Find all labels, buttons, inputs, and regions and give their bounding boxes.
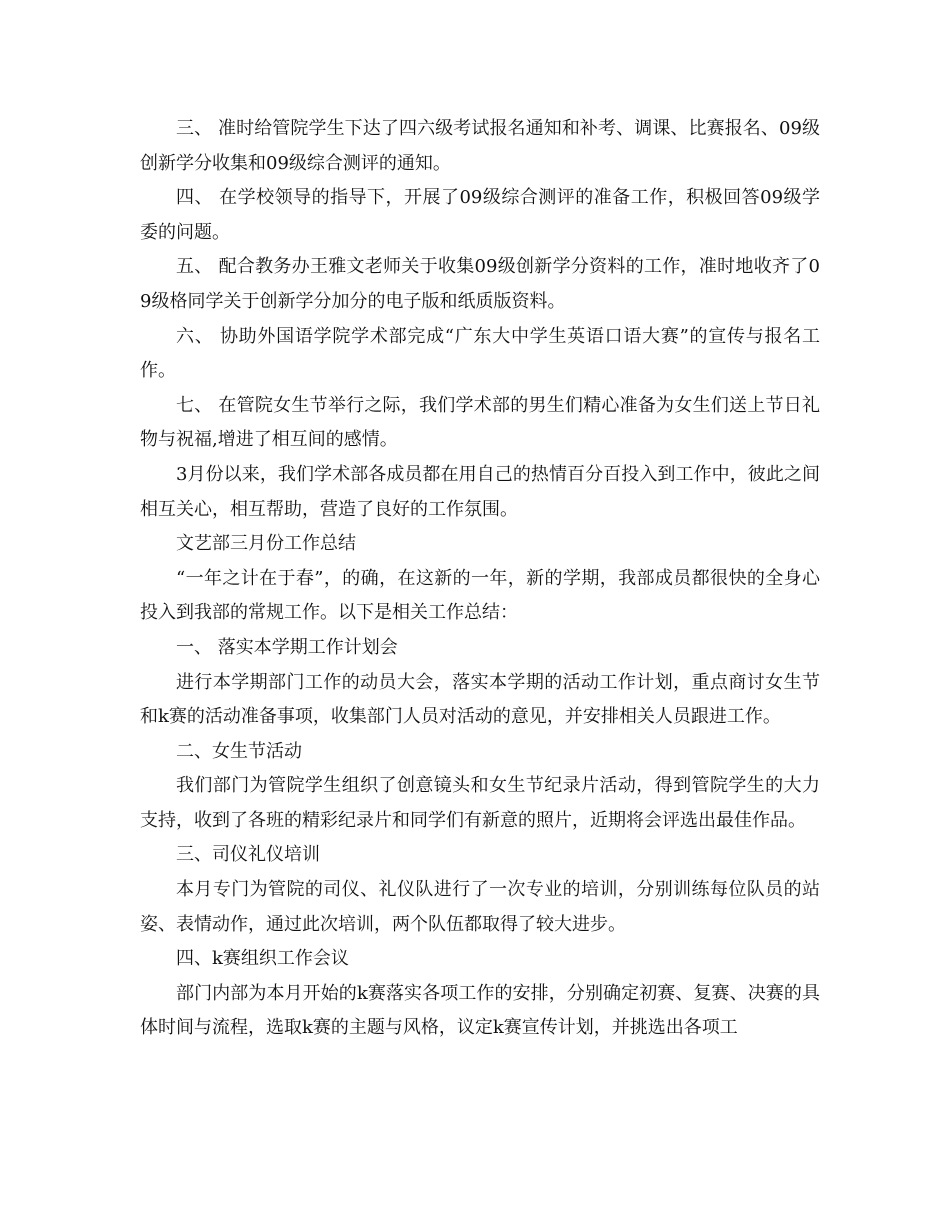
paragraph-1: 三、 准时给管院学生下达了四六级考试报名通知和补考、调课、比赛报名、09级创新学分收集和09级综合测评的通知。 [140, 118, 820, 174]
paragraph-3: 五、 配合教务办王雅文老师关于收集09级创新学分资料的工作，准时地收齐了09级格同学关于创新学分加分的电子版和纸质版资料。 [140, 256, 820, 312]
subheading-1: 一、 落实本学期工作计划会 [176, 636, 398, 658]
paragraph-intro: “一年之计在于春”，的确，在这新的一年，新的学期，我部成员都很快的全身心投入到我部的常规工作。以下是相关工作总结： [140, 567, 820, 624]
paragraph-8: 进行本学期部门工作的动员大会，落实本学期的活动工作计划，重点商讨女生节和k赛的活动准备事项，收集部门人员对活动的意见，并安排相关人员跟进工作。 [140, 671, 820, 728]
section-heading-arts: 文艺部三月份工作总结 [176, 533, 356, 555]
paragraph-9: 我们部门为管院学生组织了创意镜头和女生节纪录片活动，得到管院学生的大力支持，收到了各班的精彩纪录片和同学们有新意的照片，近期将会评选出最佳作品。 [140, 775, 820, 831]
paragraph-6: 3月份以来，我们学术部各成员都在用自己的热情百分百投入到工作中，彼此之间相互关心，相互帮助，营造了良好的工作氛围。 [140, 463, 820, 520]
paragraph-11: 部门内部为本月开始的k赛落实各项工作的安排，分别确定初赛、复赛、决赛的具体时间与流程，选取k赛的主题与风格，议定k赛宣传计划，并挑选出各项工 [140, 982, 820, 1039]
subheading-2: 二、女生节活动 [176, 740, 302, 762]
paragraph-5: 七、 在管院女生节举行之际，我们学术部的男生们精心准备为女生们送上节日礼物与祝福,增进了相互间的感情。 [140, 394, 820, 451]
subheading-3: 三、司仪礼仪培训 [176, 844, 320, 866]
paragraph-4: 六、 协助外国语学院学术部完成“广东大中学生英语口语大赛”的宣传与报名工作。 [140, 325, 820, 382]
paragraph-10: 本月专门为管院的司仪、礼仪队进行了一次专业的培训，分别训练每位队员的站姿、表情动作，通过此次培训，两个队伍都取得了较大进步。 [140, 879, 820, 935]
document-body [140, 112, 820, 1046]
subheading-4: 四、k赛组织工作会议 [176, 948, 349, 970]
paragraph-2: 四、 在学校领导的指导下，开展了09级综合测评的准备工作，积极回答09级学委的问题。 [140, 187, 820, 243]
